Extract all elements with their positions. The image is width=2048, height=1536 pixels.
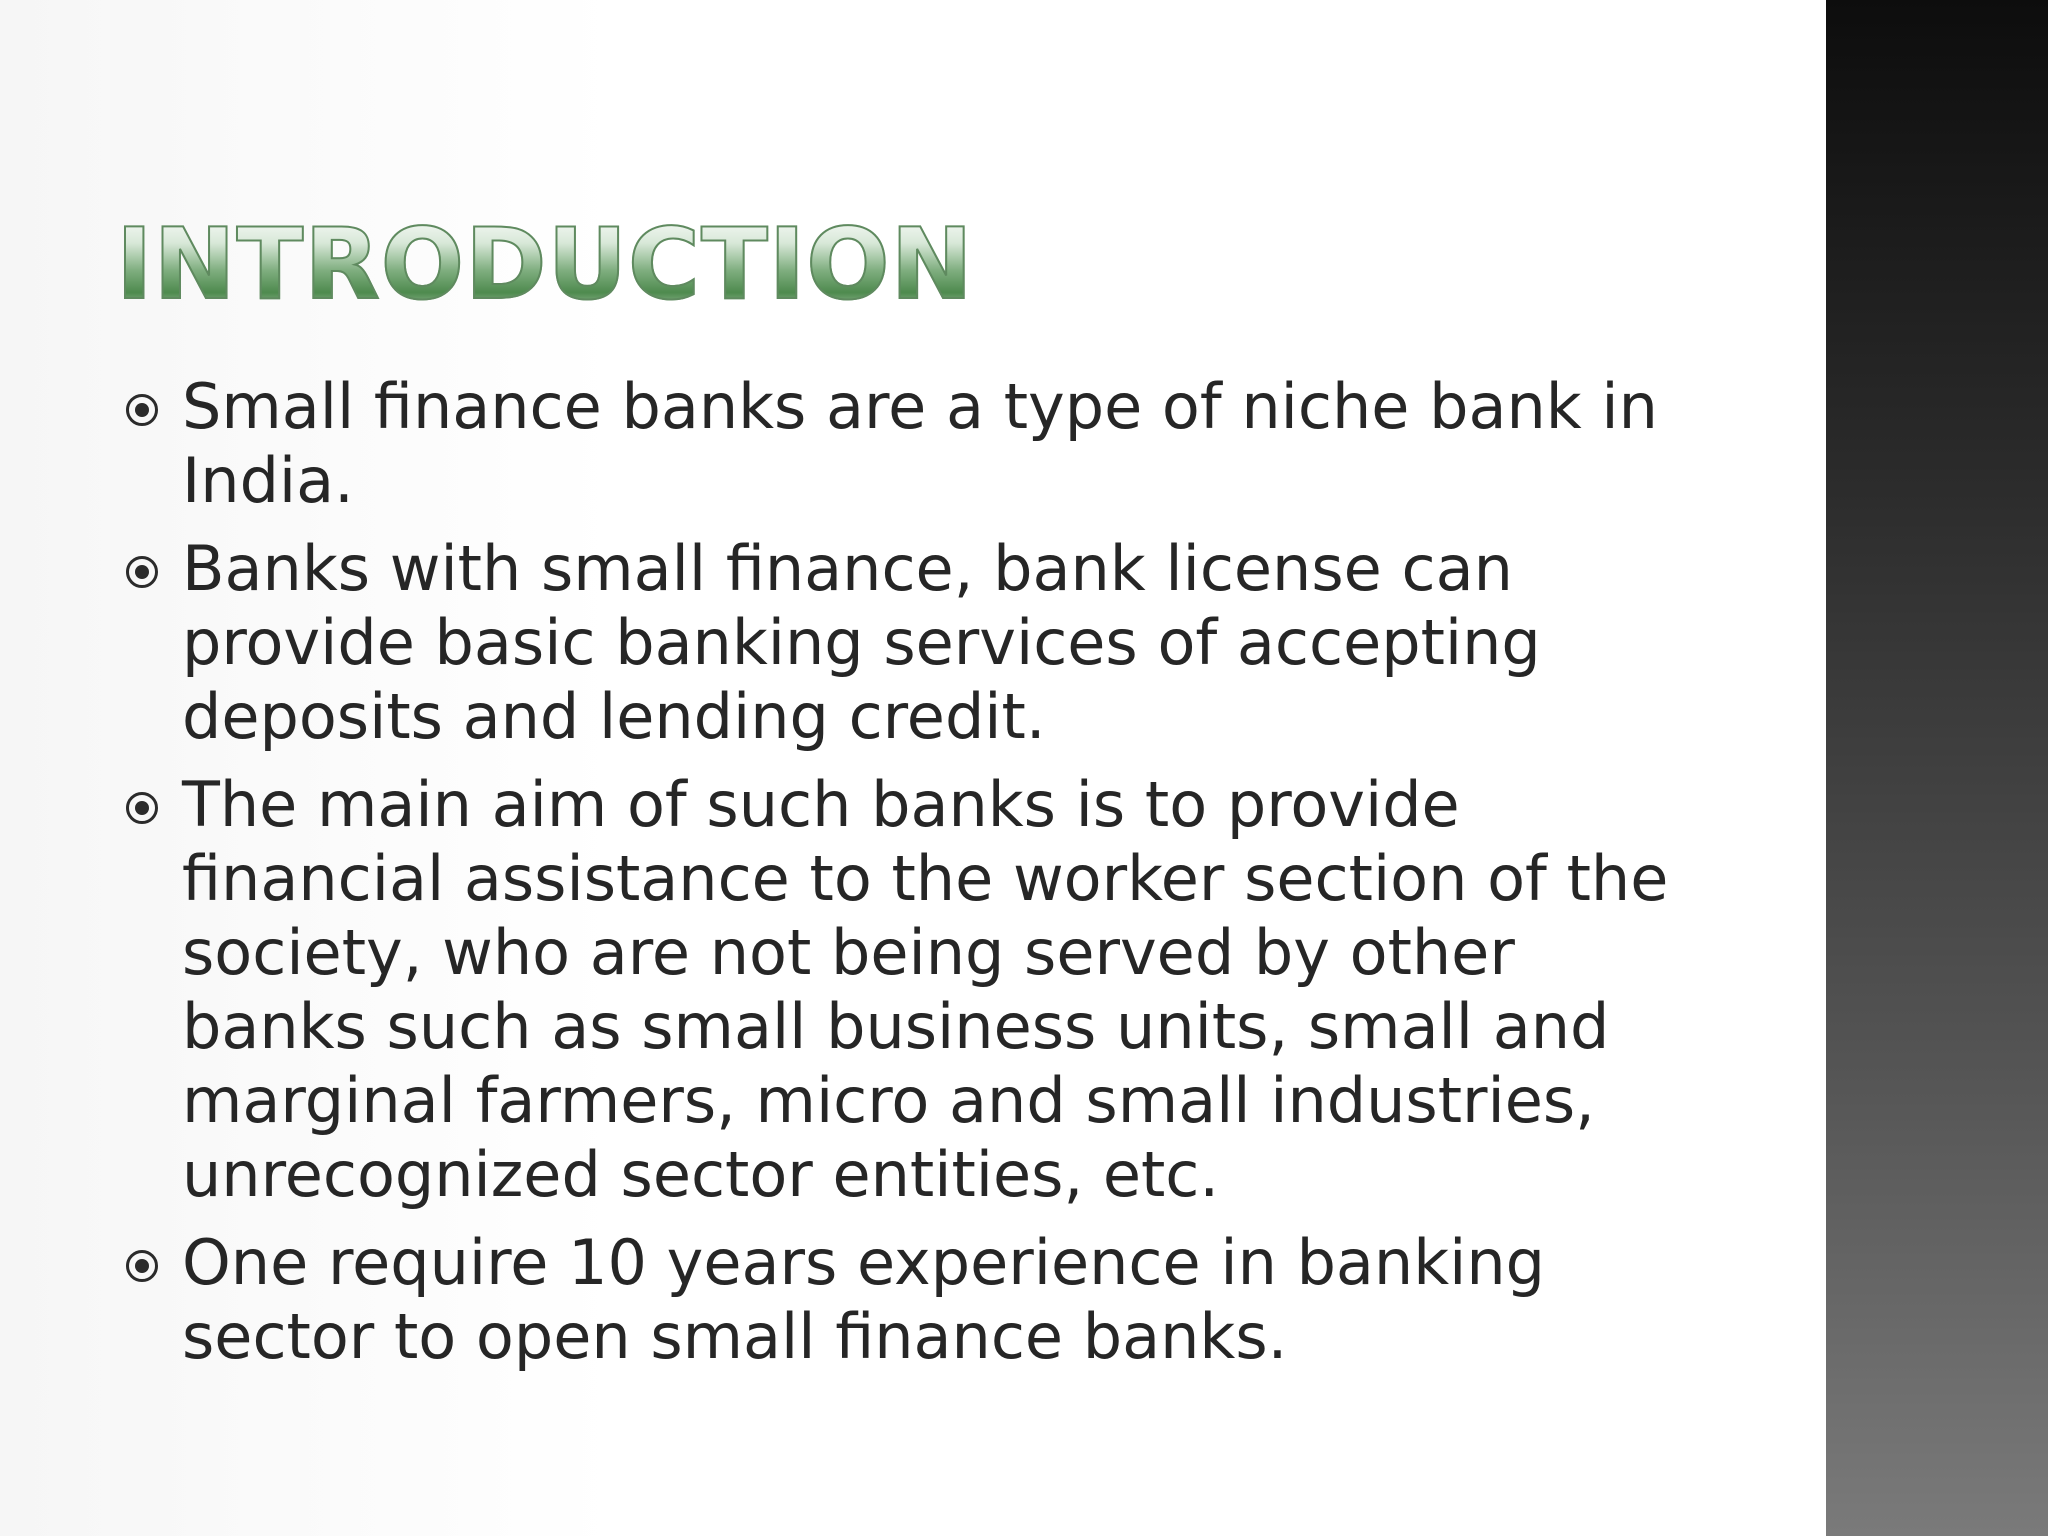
- bullet-text: The main aim of such banks is to provide financial assistance to the worker section of the society, who are not being served by other banks such as small business units, small and marginal farmers, micro and small industries, unrecognized sector entities, etc.: [182, 768, 1669, 1211]
- bullet-item: [126, 768, 1716, 1212]
- circled-dot-icon: [126, 394, 158, 426]
- bullet-item: [126, 532, 1716, 754]
- bullet-text: Banks with small finance, bank license can provide basic banking services of accepting deposits and lending credit.: [182, 532, 1541, 753]
- bullet-text: One require 10 years experience in banking sector to open small finance banks.: [182, 1226, 1546, 1373]
- bullet-item: [126, 370, 1716, 518]
- decorative-side-bar: [1826, 0, 2048, 1536]
- bullet-text: Small finance banks are a type of niche bank in India.: [182, 370, 1658, 517]
- circled-dot-icon: [126, 1250, 158, 1282]
- bullet-list: [126, 370, 1716, 1388]
- bullet-item: [126, 1226, 1716, 1374]
- slide-title: INTRODUCTION: [116, 208, 974, 322]
- circled-dot-icon: [126, 556, 158, 588]
- circled-dot-icon: [126, 792, 158, 824]
